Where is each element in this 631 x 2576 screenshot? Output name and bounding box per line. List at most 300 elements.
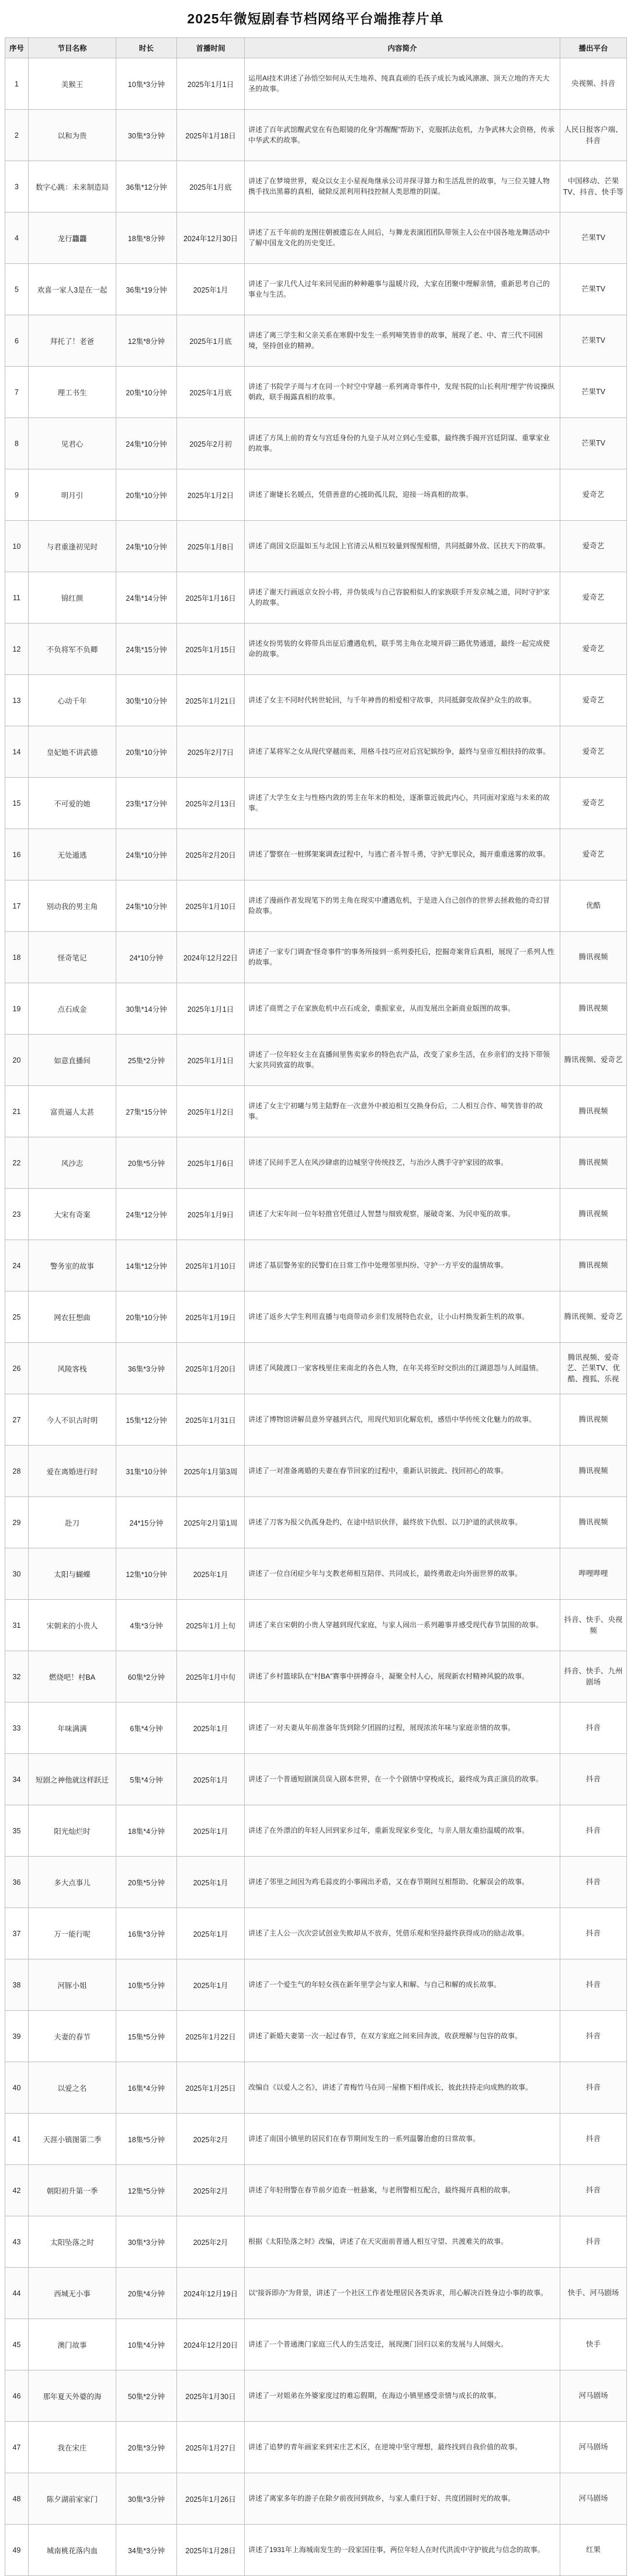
cell-name: 风沙志: [29, 1137, 116, 1189]
cell-no: 22: [5, 1137, 29, 1189]
table-row: [5, 1137, 627, 1189]
cell-duration: 20集*10分钟: [116, 1292, 177, 1343]
cell-desc: [245, 110, 560, 161]
cell-platform: 爱奇艺: [560, 829, 627, 880]
table-row: [5, 880, 627, 932]
cell-name: 年味满满: [29, 1703, 116, 1754]
table-row: [5, 367, 627, 418]
cell-duration: 10集*3分钟: [116, 58, 177, 110]
cell-duration: 20集*3分钟: [116, 2422, 177, 2473]
table-row: [5, 161, 627, 213]
cell-name: 与君重逢初见时: [29, 521, 116, 572]
cell-desc: [245, 521, 560, 572]
cell-name: 我在宋庄: [29, 2422, 116, 2473]
cell-no: 6: [5, 315, 29, 367]
cell-date: 2025年1月26日: [177, 2473, 245, 2525]
table-row: [5, 2370, 627, 2422]
cell-no: 42: [5, 2165, 29, 2216]
cell-desc: [245, 1137, 560, 1189]
cell-duration: 25集*2分钟: [116, 1035, 177, 1086]
cell-duration: 14集*12分钟: [116, 1240, 177, 1292]
cell-no: 11: [5, 572, 29, 624]
table-row: [5, 1857, 627, 1908]
desc-text: 讲述了离家多年的游子在除夕前夜回到故乡，与家人重归于好、共度团圆时光的故事。: [248, 2494, 515, 2502]
cell-desc: [245, 1394, 560, 1446]
table-row: [5, 572, 627, 624]
cell-date: 2025年1月30日: [177, 2370, 245, 2422]
cell-desc: [245, 1908, 560, 1959]
cell-duration: 4集*3分钟: [116, 1600, 177, 1651]
cell-no: 21: [5, 1086, 29, 1137]
cell-date: 2025年1月上旬: [177, 1600, 245, 1651]
cell-platform: 央视频、抖音: [560, 58, 627, 110]
table-row: [5, 1394, 627, 1446]
cell-no: 41: [5, 2114, 29, 2165]
recommendation-table: [5, 37, 627, 2576]
cell-date: 2025年1月底: [177, 161, 245, 213]
cell-no: 19: [5, 983, 29, 1035]
cell-duration: 16集*4分钟: [116, 2062, 177, 2114]
cell-desc: [245, 675, 560, 726]
table-row: [5, 110, 627, 161]
desc-text: 讲述了追梦的青年画家来到宋庄艺术区，在逆境中坚守理想，最终找到自我价值的故事。: [248, 2442, 522, 2451]
cell-date: 2025年1月: [177, 1754, 245, 1805]
cell-duration: 30集*10分钟: [116, 675, 177, 726]
cell-desc: [245, 213, 560, 264]
cell-date: 2025年1月15日: [177, 624, 245, 675]
cell-name: 不负将军不负卿: [29, 624, 116, 675]
cell-date: 2025年1月22日: [177, 2011, 245, 2062]
cell-no: 33: [5, 1703, 29, 1754]
cell-duration: 30集*3分钟: [116, 2216, 177, 2268]
cell-no: 48: [5, 2473, 29, 2525]
desc-text: 讲述了漫画作者发现笔下的男主角在现实中遭遇危机，于是进入自己创作的世界去拯救他的奇幻冒险故事。: [248, 896, 550, 915]
cell-no: 30: [5, 1548, 29, 1600]
table-row: [5, 1035, 627, 1086]
cell-platform: 优酷: [560, 880, 627, 932]
cell-duration: 24*15分钟: [116, 1497, 177, 1548]
cell-platform: 抖音: [560, 2216, 627, 2268]
cell-platform: 芒果TV: [560, 213, 627, 264]
desc-text: 讲述了一对夫妻从年前准备年货到除夕团圆的过程，展现浓浓年味与家庭亲情的故事。: [248, 1723, 515, 1732]
cell-duration: 20集*10分钟: [116, 469, 177, 521]
cell-duration: 20集*10分钟: [116, 726, 177, 778]
cell-name: 风陵客栈: [29, 1343, 116, 1394]
desc-text: 讲述了女主不同时代转世轮回，与千年神兽的相爱相守故事，共同抵御变故保护众生的故事。: [248, 695, 536, 704]
cell-no: 1: [5, 58, 29, 110]
cell-platform: 抖音、快手、央视频: [560, 1600, 627, 1651]
cell-no: 47: [5, 2422, 29, 2473]
cell-name: 陈夕湖前家家门: [29, 2473, 116, 2525]
cell-name: 锦红颜: [29, 572, 116, 624]
cell-name: 太阳与蝴蝶: [29, 1548, 116, 1600]
cell-date: 2025年1月2日: [177, 469, 245, 521]
cell-no: 39: [5, 2011, 29, 2062]
cell-duration: 36集*19分钟: [116, 264, 177, 315]
cell-name: 怪奇笔记: [29, 932, 116, 983]
cell-date: 2025年1月底: [177, 367, 245, 418]
cell-no: 20: [5, 1035, 29, 1086]
cell-name: 无处遁逃: [29, 829, 116, 880]
desc-text: 讲述了博物馆讲解员意外穿越到古代，用现代知识化解危机，感悟中华传统文化魅力的故事。: [248, 1415, 536, 1423]
cell-duration: 12集*8分钟: [116, 315, 177, 367]
desc-text: 讲述了风陵渡口一家客栈里往来南北的各色人物，在年关将至时交织出的江湖恩怨与人间温情。: [248, 1363, 543, 1372]
table-row: [5, 2114, 627, 2165]
desc-text: 讲述了在梦境世界，观众以女主小星视角继承公司并探寻算力和生活乱世的故事，与三位关键人物携手找出黑幕的真相，破除反派利用科技控制人类思维的阴谋。: [248, 177, 550, 196]
cell-duration: 18集*4分钟: [116, 1805, 177, 1857]
cell-date: 2025年1月: [177, 1548, 245, 1600]
cell-no: 18: [5, 932, 29, 983]
desc-text: 讲述了一个普通短剧演员误入剧本世界，在一个个剧情中穿梭成长，最终成为真正演员的故事。: [248, 1774, 543, 1783]
table-row: [5, 58, 627, 110]
cell-desc: [245, 1343, 560, 1394]
cell-name: 爱在离婚进行时: [29, 1446, 116, 1497]
cell-name: 万一能行呢: [29, 1908, 116, 1959]
cell-duration: 5集*4分钟: [116, 1754, 177, 1805]
cell-date: 2025年1月25日: [177, 2062, 245, 2114]
cell-no: 32: [5, 1651, 29, 1703]
cell-duration: 24*10分钟: [116, 932, 177, 983]
table-row: [5, 1343, 627, 1394]
cell-date: 2025年1月1日: [177, 1035, 245, 1086]
table-row: [5, 983, 627, 1035]
desc-text: 讲述了女主宁初曦与男主陆野在一次意外中被迫相互交换身份后，二人相互合作、啼笑皆非的故事。: [248, 1102, 543, 1120]
cell-duration: 20集*10分钟: [116, 367, 177, 418]
cell-platform: 爱奇艺: [560, 726, 627, 778]
cell-platform: 腾讯视频: [560, 932, 627, 983]
cell-duration: 12集*5分钟: [116, 2165, 177, 2216]
cell-date: 2025年2月7日: [177, 726, 245, 778]
table-row: [5, 2473, 627, 2525]
cell-platform: 腾讯视频: [560, 1394, 627, 1446]
table-row: [5, 1292, 627, 1343]
table-row: [5, 2422, 627, 2473]
cell-name: 别动我的男主角: [29, 880, 116, 932]
cell-desc: [245, 1805, 560, 1857]
desc-text: 讲述了五千年前的龙图往朝被遗忘在人间后，与舞龙表演团团队带领主人公在中国各地龙舞活动中了解中国龙文化的历史变迁。: [248, 228, 550, 247]
cell-duration: 6集*4分钟: [116, 1703, 177, 1754]
table-row: [5, 624, 627, 675]
cell-no: 45: [5, 2319, 29, 2370]
cell-desc: [245, 2114, 560, 2165]
desc-text: 讲述了离三学生和父亲关系在寒假中发生一系列啼笑皆非的故事，展现了老、中、青三代不同困境，坚持创业的精神。: [248, 331, 543, 350]
cell-desc: [245, 2216, 560, 2268]
cell-name: 城南桃花落内血: [29, 2525, 116, 2576]
table-row: [5, 1805, 627, 1857]
cell-date: 2025年1月21日: [177, 675, 245, 726]
table-row: [5, 1600, 627, 1651]
cell-desc: [245, 1703, 560, 1754]
header-date: 首播时间: [177, 38, 245, 58]
cell-date: 2025年1月31日: [177, 1394, 245, 1446]
cell-desc: [245, 778, 560, 829]
desc-text: 讲述了警察在一桩绑架案调查过程中，与逃亡者斗智斗勇，守护无辜民众，揭开重重迷雾的故事。: [248, 850, 550, 858]
table-row: [5, 1754, 627, 1805]
cell-date: 2025年1月中旬: [177, 1651, 245, 1703]
cell-duration: 27集*15分钟: [116, 1086, 177, 1137]
cell-name: 理工书生: [29, 367, 116, 418]
table-row: [5, 1497, 627, 1548]
cell-name: 天涯小镇图第二季: [29, 2114, 116, 2165]
cell-name: 以爱之名: [29, 2062, 116, 2114]
cell-desc: [245, 2525, 560, 2576]
cell-no: 38: [5, 1959, 29, 2011]
cell-name: 见君心: [29, 418, 116, 469]
cell-desc: [245, 1548, 560, 1600]
cell-date: 2025年2月: [177, 2114, 245, 2165]
cell-name: 宋朝来的小贵人: [29, 1600, 116, 1651]
cell-platform: 红果: [560, 2525, 627, 2576]
desc-text: 讲述了一对姐弟在外婆家度过的难忘假期，在海边小镇里感受亲情与成长的故事。: [248, 2391, 501, 2400]
desc-text: 讲述了主人公一次次尝试创业失败却从不放弃，凭借乐观和坚持最终获得成功的励志故事。: [248, 1928, 529, 1937]
cell-duration: 24集*14分钟: [116, 572, 177, 624]
desc-text: 讲述了谢婕长名媛点，凭借善意的心援助孤儿院，迎接一场真相的故事。: [248, 490, 473, 499]
cell-date: 2025年1月底: [177, 315, 245, 367]
cell-date: 2025年1月28日: [177, 2525, 245, 2576]
cell-name: 拜托了！老爸: [29, 315, 116, 367]
cell-date: 2025年1月10日: [177, 1240, 245, 1292]
cell-platform: 芒果TV: [560, 367, 627, 418]
cell-no: 49: [5, 2525, 29, 2576]
cell-name: 点石成金: [29, 983, 116, 1035]
desc-text: 讲述了一位自闭症少年与支教老师相互陪伴、共同成长，最终勇敢走向外面世界的故事。: [248, 1569, 522, 1578]
cell-date: 2025年1月: [177, 1805, 245, 1857]
cell-date: 2025年1月: [177, 264, 245, 315]
cell-platform: 快手、河马剧场: [560, 2268, 627, 2319]
cell-date: 2025年2月第1周: [177, 1497, 245, 1548]
cell-no: 43: [5, 2216, 29, 2268]
table-row: [5, 1086, 627, 1137]
table-row: [5, 469, 627, 521]
cell-platform: 河马剧场: [560, 2422, 627, 2473]
cell-duration: 24集*10分钟: [116, 521, 177, 572]
document-title: 2025年微短剧春节档网络平台端推荐片单: [187, 11, 444, 26]
cell-name: 欢喜一家人3是在一起: [29, 264, 116, 315]
desc-text: 讲述了一家专门调查“怪奇事件”的事务所接到一系列委托后，挖掘奇案背后真相，展现了一系列人性的故事。: [248, 948, 554, 966]
cell-name: 今人不识古时明: [29, 1394, 116, 1446]
cell-platform: 腾讯视频: [560, 1240, 627, 1292]
desc-text: 讲述了新婚夫妻第一次一起过春节，在双方家庭之间来回奔波，收获理解与包容的故事。: [248, 2031, 522, 2040]
cell-desc: [245, 1035, 560, 1086]
cell-platform: 芒果TV: [560, 315, 627, 367]
cell-date: 2025年1月8日: [177, 521, 245, 572]
cell-name: 心动千年: [29, 675, 116, 726]
table-row: [5, 521, 627, 572]
desc-text: 以“接诉即办”为背景，讲述了一个社区工作者处理居民各类诉求，用心解决百姓身边小事的故事。: [248, 2288, 547, 2297]
header-no: 序号: [5, 38, 29, 58]
table-row: [5, 1189, 627, 1240]
cell-duration: 34集*3分钟: [116, 2525, 177, 2576]
cell-no: 9: [5, 469, 29, 521]
desc-text: 讲述了南国小镇里的居民们在春节期间发生的一系列温馨治愈的日常故事。: [248, 2134, 480, 2143]
cell-platform: 腾讯视频、爱奇艺: [560, 1292, 627, 1343]
desc-text: 讲述女扮男装的女将带兵出征后遭遇危机，联手男主角在北境开辟三路优势通道，最终一起完成使命的故事。: [248, 639, 550, 658]
table-row: [5, 1446, 627, 1497]
cell-no: 5: [5, 264, 29, 315]
cell-platform: 抖音: [560, 1754, 627, 1805]
cell-platform: 抖音: [560, 2114, 627, 2165]
desc-text: 讲述了一对准备离婚的夫妻在春节回家的过程中，重新认识彼此、找回初心的故事。: [248, 1466, 508, 1475]
cell-platform: 抖音、快手、九州剧场: [560, 1651, 627, 1703]
desc-text: 讲述了年轻刑警在春节前夕追查一桩悬案，与老刑警相互配合，最终揭开真相的故事。: [248, 2185, 515, 2194]
desc-text: 讲述了邻里之间因为鸡毛蒜皮的小事闹出矛盾，又在春节期间互相帮助、化解误会的故事。: [248, 1877, 529, 1886]
cell-platform: 抖音: [560, 1959, 627, 2011]
cell-platform: 腾讯视频: [560, 1137, 627, 1189]
table-row: [5, 1908, 627, 1959]
desc-text: 讲述了在外漂泊的年轻人回到家乡过年，重新发现家乡变化，与亲人朋友重拾温暖的故事。: [248, 1826, 529, 1834]
cell-no: 24: [5, 1240, 29, 1292]
cell-date: 2024年12月19日: [177, 2268, 245, 2319]
desc-text: 讲述了商贾之子在家族危机中点石成金，重振家业，从而发展出全新商业版图的故事。: [248, 1004, 515, 1012]
table-row: [5, 2011, 627, 2062]
cell-no: 10: [5, 521, 29, 572]
cell-no: 2: [5, 110, 29, 161]
cell-no: 8: [5, 418, 29, 469]
cell-platform: 抖音: [560, 1857, 627, 1908]
desc-text: 讲述了一个爱生气的年轻女孩在新年里学会与家人和解、与自己和解的成长故事。: [248, 1980, 501, 1989]
cell-no: 27: [5, 1394, 29, 1446]
cell-name: 警务室的故事: [29, 1240, 116, 1292]
table-row: [5, 1959, 627, 2011]
cell-desc: [245, 2165, 560, 2216]
cell-name: 美猴王: [29, 58, 116, 110]
cell-platform: 爱奇艺: [560, 521, 627, 572]
cell-no: 46: [5, 2370, 29, 2422]
cell-duration: 60集*2分钟: [116, 1651, 177, 1703]
cell-date: 2025年1月1日: [177, 58, 245, 110]
table-row: [5, 2165, 627, 2216]
cell-platform: 芒果TV: [560, 418, 627, 469]
desc-text: 讲述了一位年轻女主在直播间里售卖家乡的特色农产品，改变了家乡生活，在乡亲们的支持下带领大家共同致富的故事。: [248, 1050, 550, 1069]
desc-text: 改编自《以爱人之名》，讲述了青梅竹马在同一屋檐下相伴成长，彼此扶持走向成熟的故事。: [248, 2083, 533, 2091]
desc-text: 讲述了民间手艺人在风沙肆虐的边城坚守传统技艺，与治沙人携手守护家园的故事。: [248, 1158, 508, 1167]
cell-duration: 20集*5分钟: [116, 1857, 177, 1908]
cell-name: 夫妻的春节: [29, 2011, 116, 2062]
cell-duration: 18集*5分钟: [116, 2114, 177, 2165]
cell-no: 12: [5, 624, 29, 675]
cell-desc: [245, 58, 560, 110]
cell-platform: 抖音: [560, 1908, 627, 1959]
cell-date: 2025年1月9日: [177, 1189, 245, 1240]
table-row: [5, 315, 627, 367]
cell-desc: [245, 880, 560, 932]
cell-date: 2025年1月: [177, 1908, 245, 1959]
cell-platform: 爱奇艺: [560, 778, 627, 829]
cell-duration: 10集*4分钟: [116, 2319, 177, 2370]
cell-name: 河豚小姐: [29, 1959, 116, 2011]
cell-date: 2025年2月: [177, 2216, 245, 2268]
cell-no: 16: [5, 829, 29, 880]
cell-desc: [245, 315, 560, 367]
table-row: [5, 2319, 627, 2370]
cell-platform: 抖音: [560, 1805, 627, 1857]
cell-no: 36: [5, 1857, 29, 1908]
cell-no: 15: [5, 778, 29, 829]
cell-duration: 15集*12分钟: [116, 1394, 177, 1446]
cell-date: 2024年12月20日: [177, 2319, 245, 2370]
table-row: [5, 264, 627, 315]
cell-date: 2025年1月: [177, 1703, 245, 1754]
cell-duration: 16集*3分钟: [116, 1908, 177, 1959]
cell-desc: [245, 1959, 560, 2011]
table-row: [5, 418, 627, 469]
cell-desc: [245, 983, 560, 1035]
cell-duration: 31集*10分钟: [116, 1446, 177, 1497]
cell-desc: [245, 2370, 560, 2422]
table-row: [5, 2216, 627, 2268]
header-duration: 时长: [116, 38, 177, 58]
cell-platform: 抖音: [560, 2165, 627, 2216]
cell-no: 28: [5, 1446, 29, 1497]
table-header-row: [5, 38, 627, 58]
cell-name: 龙行龘龘: [29, 213, 116, 264]
cell-date: 2024年12月30日: [177, 213, 245, 264]
desc-text: 讲述了乡村篮球队在“村BA”赛事中拼搏奋斗，凝聚全村人心，展现新农村精神风貌的故事。: [248, 1672, 529, 1680]
cell-name: 以和为贵: [29, 110, 116, 161]
cell-name: 太阳坠落之时: [29, 2216, 116, 2268]
cell-platform: 爱奇艺: [560, 624, 627, 675]
desc-text: 讲述了一个普通澳门家庭三代人的生活变迁，展现澳门回归以来的发展与人间烟火。: [248, 2340, 508, 2348]
cell-date: 2025年1月19日: [177, 1292, 245, 1343]
cell-desc: [245, 367, 560, 418]
cell-name: 西城无小事: [29, 2268, 116, 2319]
cell-no: 26: [5, 1343, 29, 1394]
cell-desc: [245, 469, 560, 521]
cell-platform: 抖音: [560, 1703, 627, 1754]
table-row: [5, 2062, 627, 2114]
table-row: [5, 1240, 627, 1292]
cell-name: 燃烧吧！村BA: [29, 1651, 116, 1703]
cell-desc: [245, 1189, 560, 1240]
table-row: [5, 829, 627, 880]
cell-platform: 爱奇艺: [560, 572, 627, 624]
cell-duration: 12集*10分钟: [116, 1548, 177, 1600]
cell-name: 如意直播间: [29, 1035, 116, 1086]
cell-desc: [245, 1857, 560, 1908]
cell-desc: [245, 2473, 560, 2525]
cell-date: 2025年2月: [177, 2165, 245, 2216]
cell-platform: 河马剧场: [560, 2473, 627, 2525]
cell-platform: 爱奇艺: [560, 675, 627, 726]
cell-duration: 23集*17分钟: [116, 778, 177, 829]
cell-duration: 10集*5分钟: [116, 1959, 177, 2011]
cell-name: 数字心跳：未来制造局: [29, 161, 116, 213]
cell-name: 澳门故事: [29, 2319, 116, 2370]
cell-name: 富贵逼人太甚: [29, 1086, 116, 1137]
desc-text: 讲述了来自宋朝的小贵人穿越到现代家庭，与家人闹出一系列趣事并感受现代春节氛围的故事。: [248, 1620, 543, 1629]
cell-date: 2024年12月22日: [177, 932, 245, 983]
cell-date: 2025年1月: [177, 1959, 245, 2011]
cell-desc: [245, 2268, 560, 2319]
cell-desc: [245, 1086, 560, 1137]
cell-desc: [245, 2319, 560, 2370]
cell-desc: [245, 1651, 560, 1703]
cell-desc: [245, 264, 560, 315]
cell-platform: 抖音: [560, 2011, 627, 2062]
cell-desc: [245, 1292, 560, 1343]
cell-no: 13: [5, 675, 29, 726]
desc-text: 讲述了书院学子周与才在同一个时空中穿越一系列离奇事件中，发现书院的山长利用“理学”传说操纵朝政，联手揭露真相的故事。: [248, 382, 554, 401]
cell-name: 不可爱的她: [29, 778, 116, 829]
cell-desc: [245, 418, 560, 469]
desc-text: 讲述了百年武馆醒武堂在有色眼镜的化身“苏醒醒”帮助下，克服抓法危机，力争武林大会资格，传承中华武术的故事。: [248, 126, 554, 144]
desc-text: 运用AI技术讲述了孙悟空如何从天生地养、纯真直顽的毛孩子成长为戚风凛凛、顶天立地的齐天大圣的故事。: [248, 74, 550, 93]
cell-no: 3: [5, 161, 29, 213]
cell-desc: [245, 829, 560, 880]
table-row: [5, 932, 627, 983]
cell-date: 2025年1月16日: [177, 572, 245, 624]
cell-name: 朝阳初升第一季: [29, 2165, 116, 2216]
